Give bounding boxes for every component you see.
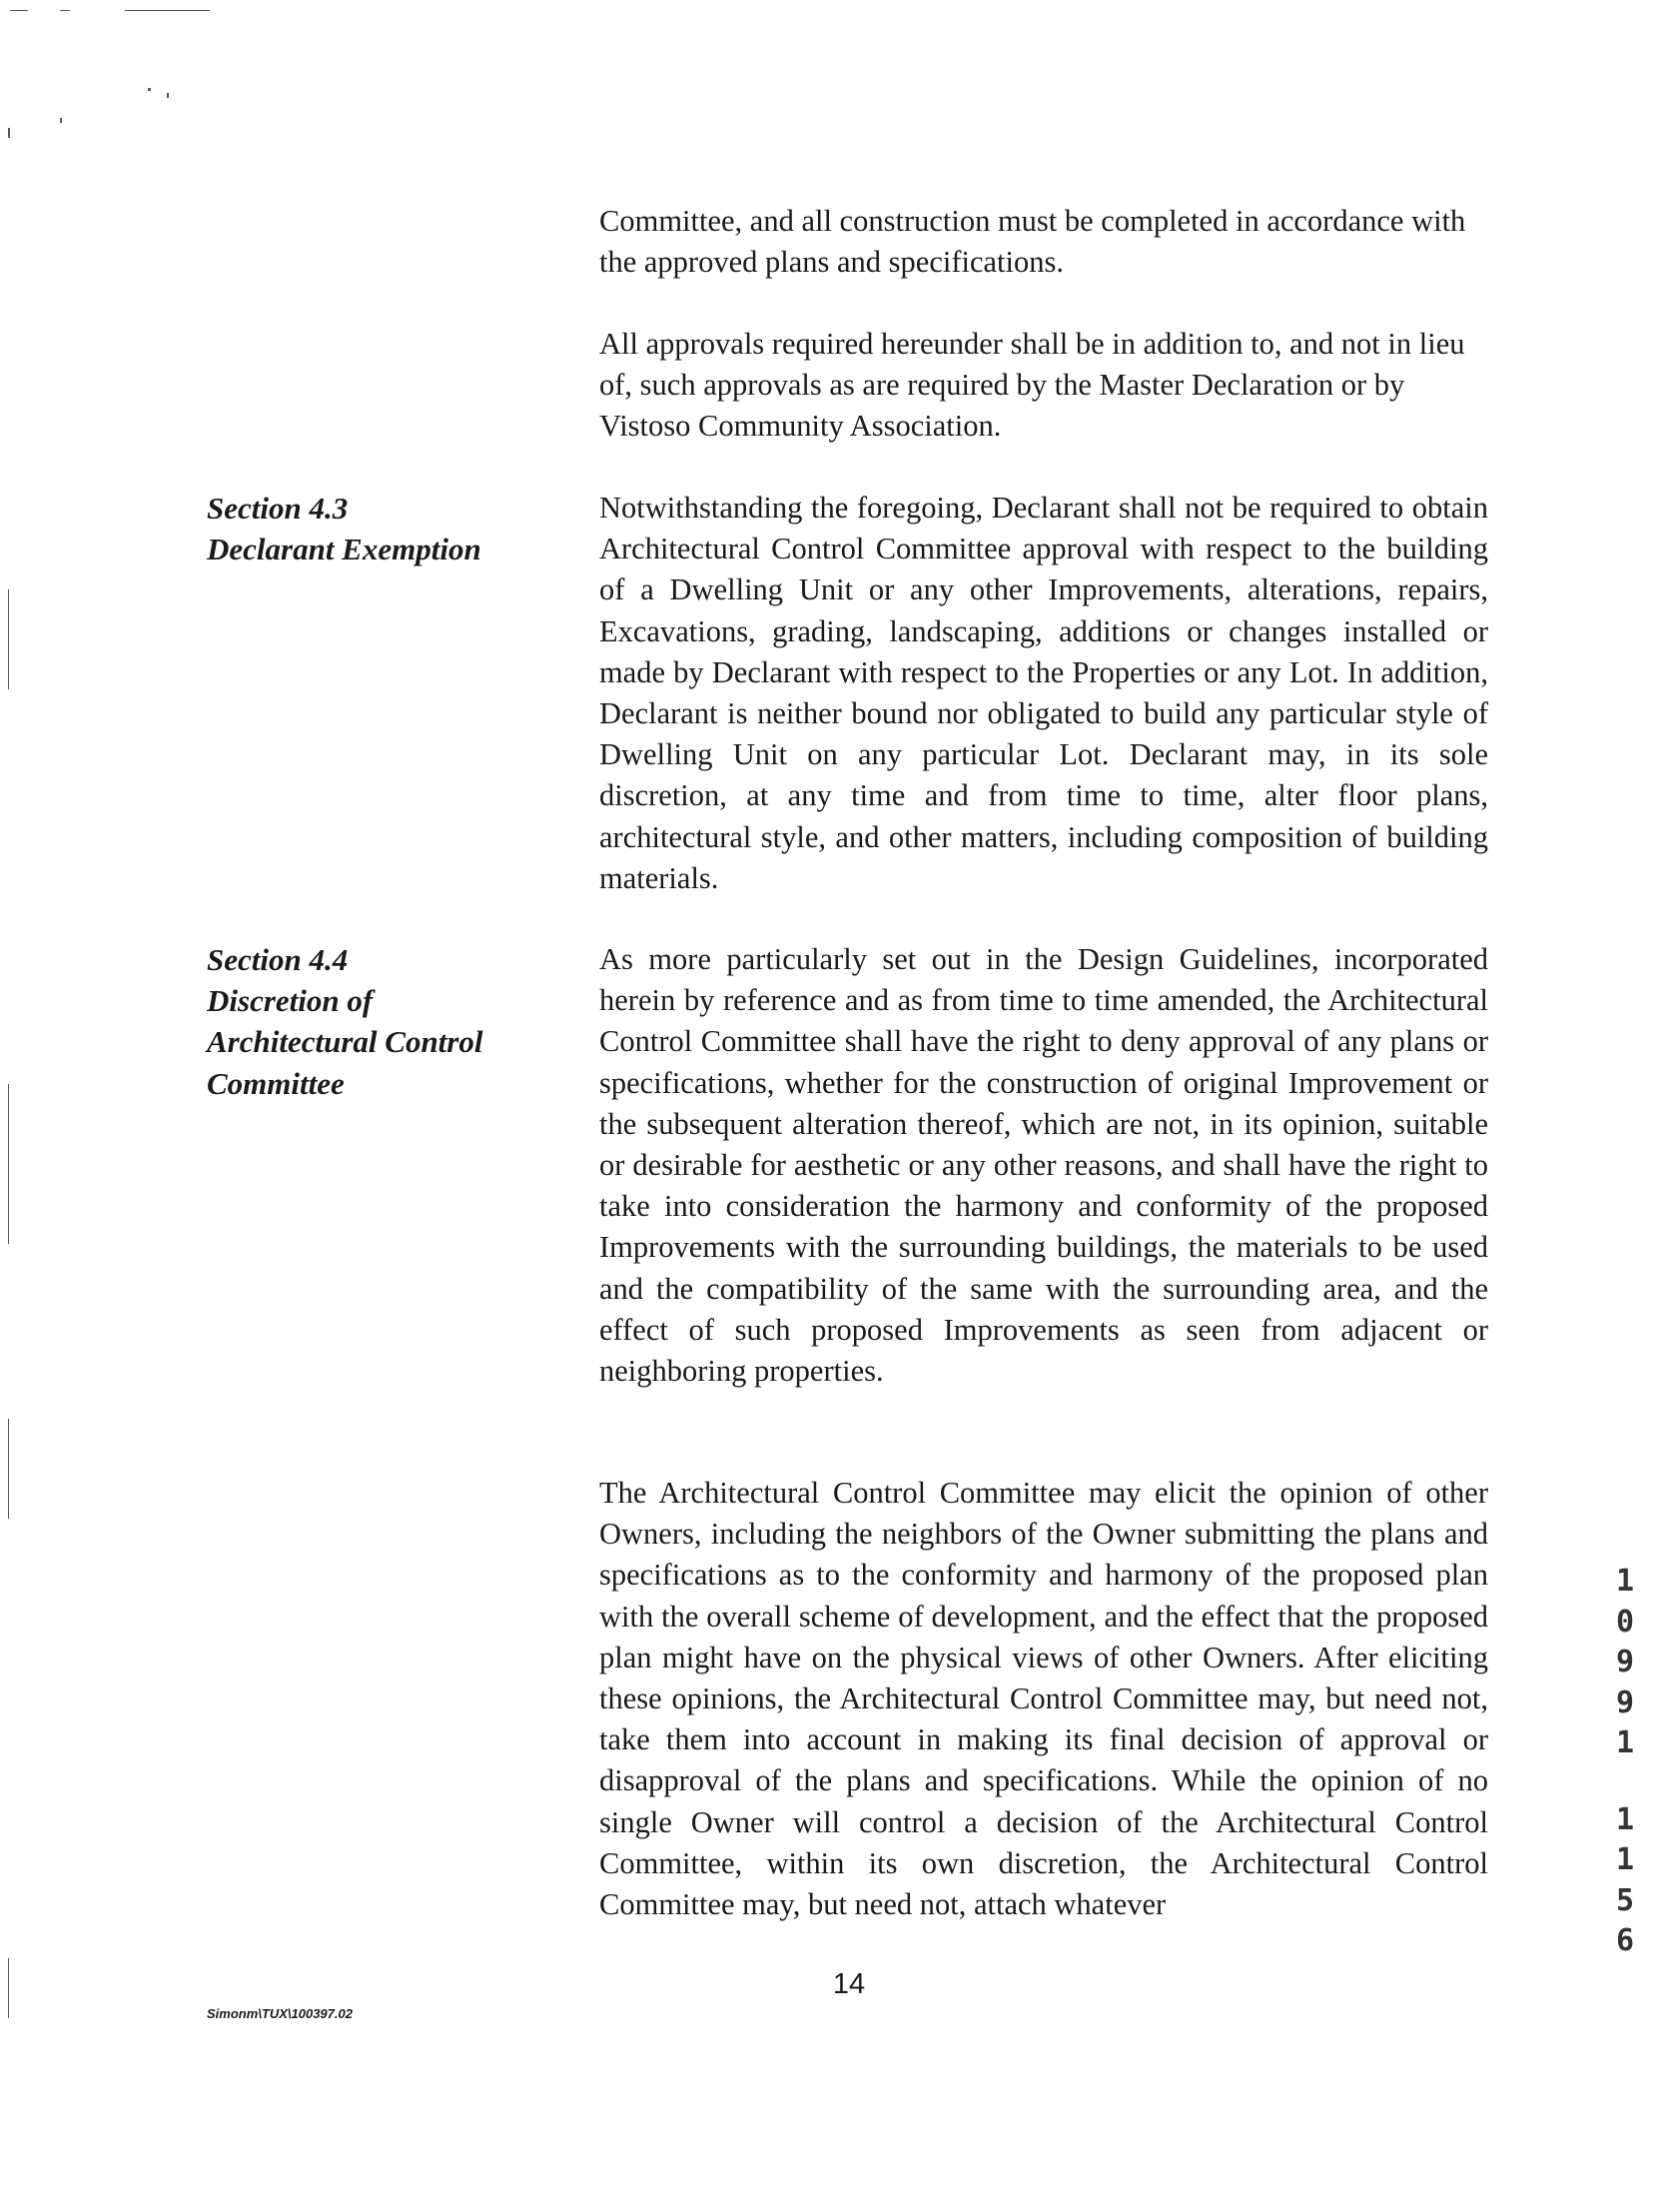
stamp-digit: 1 bbox=[1615, 1725, 1635, 1760]
scan-artifact bbox=[8, 128, 10, 138]
section-number: Section 4.3 bbox=[207, 491, 349, 526]
scan-artifact bbox=[8, 1084, 9, 1244]
paragraph: Committee, and all construction must be completed in accordance with the approved plans and specifications. bbox=[599, 204, 1466, 280]
scan-artifact bbox=[60, 118, 62, 123]
section-number: Section 4.4 bbox=[207, 942, 349, 977]
section-body bbox=[599, 939, 1488, 1392]
stamp-digit: 0 bbox=[1615, 1604, 1635, 1640]
file-reference: Simonm\TUX\100397.02 bbox=[207, 2006, 353, 2021]
section-body bbox=[599, 488, 1488, 899]
stamp-digit: 9 bbox=[1615, 1684, 1635, 1720]
paragraph: All approvals required hereunder shall be in addition to, and not in lieu of, such approvals as are required by the Master Declaration or by Vistoso Community Association. bbox=[599, 327, 1465, 444]
docket-stamp bbox=[1610, 1562, 1640, 1962]
section-heading bbox=[207, 939, 566, 1104]
scan-artifact bbox=[167, 93, 169, 98]
scan-artifact bbox=[125, 10, 210, 11]
paragraph: As more particularly set out in the Design Guidelines, incorporated herein by reference and as from time to time amended, the Architectural Control Committee shall have the right to deny approval of any plans or specifications, whether for the construction of original Improvement or the subsequent alteration thereof, which are not, in its opinion, suitable or desirable for aesthetic or any other reasons, and shall have the right to take into consideration the harmony and conformity of the proposed Improvements with the surrounding buildings, the materials to be used and the compatibility of the same with the surrounding area, and the effect of such proposed Improvements as seen from adjacent or neighboring properties. bbox=[599, 942, 1488, 1389]
section-title: Declarant Exemption bbox=[207, 532, 481, 567]
scan-artifact bbox=[8, 1419, 9, 1519]
continuation-block bbox=[599, 324, 1488, 448]
section-body bbox=[599, 1473, 1488, 1925]
scan-artifact bbox=[60, 10, 70, 11]
stamp-digit: 1 bbox=[1615, 1801, 1635, 1837]
stamp-digit: 5 bbox=[1615, 1882, 1635, 1918]
stamp-digit: 9 bbox=[1615, 1645, 1635, 1679]
continuation-block bbox=[599, 201, 1488, 283]
paragraph: Notwithstanding the foregoing, Declarant shall not be required to obtain Architectural Control Committee approval with respect to the building of a Dwelling Unit or any other Improvements, alterations, repairs, Excavations, grading, landscaping, additions or changes installed or made by Declarant with respect to the Properties or any Lot. In addition, Declarant is neither bound nor obligated to build any particular style of Dwelling Unit on any particular Lot. Declarant may, in its sole discretion, at any time and from time to time, alter floor plans, architectural style, and other matters, including composition of building materials. bbox=[599, 491, 1488, 895]
section-title-line: Architectural Control bbox=[207, 1024, 483, 1060]
stamp-digit: 6 bbox=[1615, 1923, 1635, 1958]
paragraph: The Architectural Control Committee may elicit the opinion of other Owners, including the neighbors of the Owner submitting the plans and specifications as to the conformity and harmony of the proposed plan with the overall scheme of development, and the effect that the proposed plan might have on the physical views of other Owners. After eliciting these opinions, the Architectural Control Committee may, but need not, take them into account in making its final decision of approval or disapproval of the plans and specifications. While the opinion of no single Owner will control a decision of the Architectural Control Committee, within its own discretion, the Architectural Control Committee may, but need not, attach whatever bbox=[599, 1476, 1488, 1922]
stamp-digit: 1 bbox=[1615, 1842, 1635, 1877]
scan-artifact bbox=[148, 88, 151, 91]
stamp-digit: 1 bbox=[1615, 1564, 1635, 1599]
scan-artifact bbox=[8, 1958, 9, 2018]
scan-artifact bbox=[10, 10, 28, 11]
scan-artifact bbox=[8, 589, 9, 689]
section-title-line: Discretion of bbox=[207, 983, 374, 1019]
page-number: 14 bbox=[832, 1968, 866, 2000]
section-heading bbox=[207, 488, 566, 569]
section-title-line: Committee bbox=[207, 1065, 345, 1101]
